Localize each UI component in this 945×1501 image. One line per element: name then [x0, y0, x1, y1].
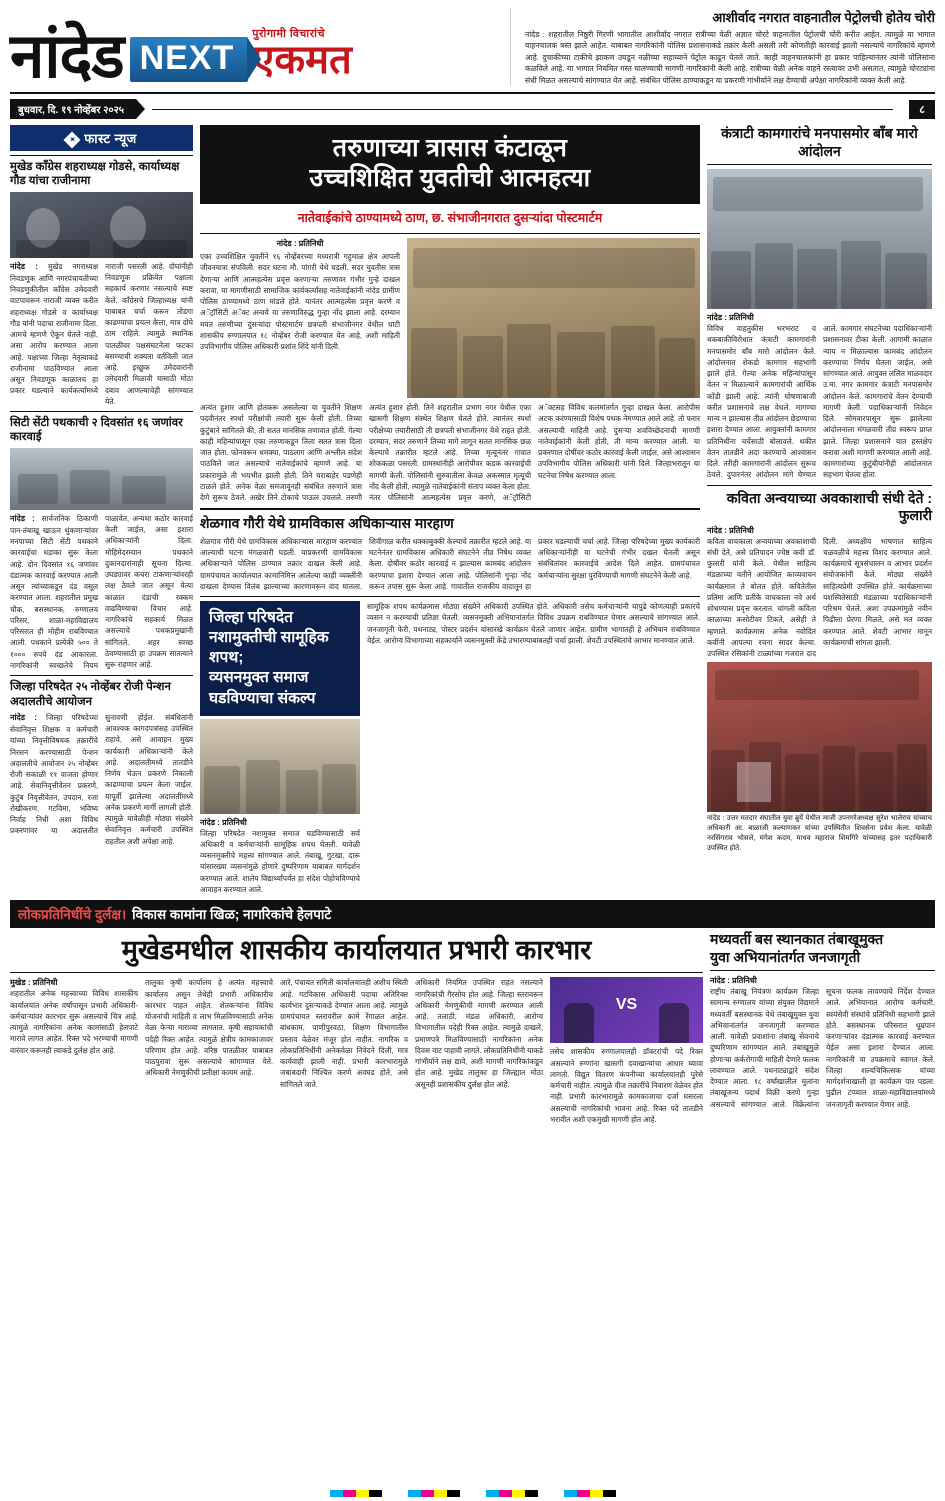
vs-label: VS [615, 995, 638, 1013]
divider [10, 675, 193, 676]
bottom-col-5 [550, 977, 703, 1125]
bottom-banner-headline: मुखेडमधील शासकीय कार्यालयात प्रभारी कारभार [121, 935, 592, 966]
ribbon-red-text: लोकप्रतिनिधींचे दुर्लक्ष। [18, 907, 127, 923]
lead-story-body-1: अत्यंत हुशार आणि होतकरू असलेल्या या युवतीने शिक्षण पदवीनंतर स्पर्धा परीक्षांची तयारी सुरू केली होती. तिच्या कुटुंबाने सांगितले की, ती सतत मानसिक तणावात होती. गेल्या काही महिन्यांपासून एका तरुणाकडून तिला सतत त्रास दिला जात होता. फोनवरून धमक्या, पाठलाग आणि अश्लील संदेश पाठविले जात असल्याचे नातेवाईकांचे म्हणणे आहे. या प्रकारामुळे ती भयभीत झाली होती. तिने घराबाहेर पडणेही टाळले होते. अनेक वेळा समजावूनही संबंधित तरुणाने त्रास देणे सुरूच ठेवले. अखेर तिने टोकाचे पाऊल उचलले. [200, 403, 362, 502]
fast-news-label: फास्ट न्यूज [84, 131, 137, 146]
left-story-1-photo [10, 192, 193, 258]
divider [200, 596, 700, 597]
logo-next-badge: NEXT [130, 37, 249, 82]
divider [10, 411, 193, 412]
right-column [707, 125, 932, 895]
left-story-1-body [10, 261, 193, 407]
masthead [10, 8, 935, 94]
lead-story-top [200, 238, 700, 398]
ribbon-white-text: विकास कामांना खिळ; नागरिकांचे हेलपाटे [132, 907, 332, 923]
right-story-headline-text: कंत्राटी कामगारांचे मनपासमोर बॉंब मारो आंदोलन [721, 125, 918, 159]
right-story-headline [707, 125, 932, 160]
bottom-right-headline [710, 931, 935, 966]
color-group [330, 1490, 382, 1497]
divider [710, 970, 935, 971]
zp-headline [200, 601, 360, 716]
left-column [10, 125, 193, 895]
masthead-story-body: नांदेड : शहरातील निष्ठुरी गिरणी भागातील आशीर्वाद नगरात रात्रीच्या वेळी अज्ञात चोरटे वाहनातील पेट्रोलची चोरी करीत आहेत. त्यामुळे या भागात वाहनचालक त्रस्त झाले आहेत. याबाबत नागरिकांनी पोलिस प्रशासनाकडे तक्रार केली असली तरी कोणतीही कारवाई झाली नसल्याचे नागरिकांचे म्हणणे आहे. दुचाकीच्या टाकीचे झाकण उघडून नळीच्या सहाय्याने पेट्रोल काढून घेतले जाते. काही वाहनचालकांनी हा प्रकार पाहिल्यानंतर त्यांनी पोलिसांना कळविले आहे. या भागात नियमित गस्त घालण्याची मागणी नागरिकांनी केली आहे. रात्रीच्या वेळी अनेक वाहने रस्त्यावर उभी असतात, त्यामुळे चोरट्यांना संधी मिळत असल्याचे सांगण्यात येत आहे. संबंधित पोलिस ठाण्याकडून या प्रकरणी गांभीर्याने लक्ष देण्याची अपेक्षा नागरिकांनी व्यक्त केली आहे. [525, 30, 935, 85]
publication-date: बुधवार, दि. १९ नोव्हेंबर २०२५ [10, 99, 136, 119]
diamond-icon: ✦ [64, 132, 81, 149]
lead-headline-line-2: उच्चशिक्षित युवतीची आत्महत्या [309, 163, 591, 192]
bottom-text-5: तसेच शासकीय रुग्णालयातही डॉक्टरांची पदे रिक्त असल्याने रुग्णांना खासगी दवाखान्यांचा आधार घ्यावा लागतो. विद्युत वितरण कंपनीच्या कार्यालयातही पुरेसे कर्मचारी नाहीत. त्यामुळे वीज तक्रारींचे निवारण वेळेवर होत नाही. प्रभारी कारभारामुळे कामकाजाचा दर्जा घसरला असल्याची नागरिकांची भावना आहे. रिक्त पदे तातडीने भरावीत अशी एकमुखी मागणी होत आहे. [550, 1047, 703, 1124]
bottom-col-2 [145, 977, 273, 1125]
masthead-story-headline: आशीर्वाद नगरात वाहनातील पेट्रोलची होतेय चोरी [712, 10, 935, 25]
fast-news-tab [10, 125, 193, 151]
ekmat-tagline: पुरोगामी विचारांचे [252, 27, 326, 40]
podium-shape [737, 762, 771, 802]
left-story-3-body [10, 712, 193, 847]
page-grid [10, 125, 935, 895]
date-bar [10, 99, 935, 119]
bottom-right [710, 931, 935, 1125]
color-registration-bar [0, 1490, 945, 1497]
right-story-body-3: आयुक्त ललित माळवदार उ.मा. नगर कामगार कंत्राटी मनपासमोर आंदोलन केले. कामगारांचे वेतन देण्याची मागणी केली. पदाधिकाऱ्यांनी निवेदन दिले. सोमवारपासून सुरू झालेल्या आंदोलनाला मंगळवारी तीव्र स्वरूप प्राप्त झाले. जिल्हा प्रशासनाने यात हस्तक्षेप करावा अशी मागणी करण्यात आली आहे. कामगारांच्या कुटुंबीयांनीही आंदोलनात सहभाग घेतला होता. [823, 369, 932, 480]
figure-left [564, 1003, 594, 1043]
left-story-1-text: मुखेड नगराध्यक्ष निवडणूक आणि नगरपंचायतीच्या निवडणुकीतील काँग्रेस उमेदवारी वाटपावरून नाराजी व्यक्त करीत शहराध्यक्ष गोडसे व कार्याध्यक्ष गौड यांनी पदाचा राजीनामा दिला. आमचे म्हणणे ऐकून घेतले नाही, असा आरोप करण्यात आला आहे. पक्षाच्या जिल्हा नेतृत्वाकडे राजीनामा पाठविण्यात आला असून निवडणूक काळातच हा प्रकार घडल्याने कार्यकर्त्यांमध्ये नाराजी पसरली आहे. दोघांनीही निवडणूक प्रक्रियेत पक्षाला सहकार्य करणार नसल्याचे स्पष्ट केले. काँग्रेसचे जिल्हाध्यक्ष यांनी याबाबत चर्चा करून तोडगा काढण्याचा प्रयत्न केला, मात्र दोघे ठाम राहिले. त्यामुळे स्थानिक पातळीवर पक्षसंघटनेला फटका बसण्याची शक्यता वर्तविली जात आहे. इच्छुक उमेदवारांनी उमेदवारी मिळावी यासाठी मोठा दबाव आणल्याचेही सांगण्यात येते. [10, 261, 193, 406]
right-story-body-2: आयुक्तांनी कामगार प्रतिनिधींना चर्चेसाठी बोलावले. थकीत वेतन तातडीने अदा करण्याचे आश्वासन दिले. तरीही कामगारांनी आंदोलन सुरूच ठेवले. दुपारनंतर आंदोलन मागे घेण्यात आले. कामगार संघटनेच्या पदाधिकाऱ्यांनी प्रशासनावर टीका केली. आगामी काळात न्याय न मिळाल्यास कामबंद आंदोलन करण्याचा निर्णय घेतला जाईल, असे सांगण्यात आले. [707, 324, 932, 480]
divider [10, 155, 193, 156]
bottom-byline: मुखेड : प्रतिनिधी [10, 978, 58, 988]
masthead-top-story [510, 8, 935, 86]
versus-illustration [550, 977, 703, 1043]
center-column [200, 125, 700, 895]
logo-title: नांदेड [10, 23, 124, 91]
bottom-right-body: राष्ट्रीय तंबाखू नियंत्रण कार्यक्रम जिल्हा सामान्य रुग्णालय यांच्या संयुक्त विद्यमाने मध्यवर्ती बसस्थानक येथे तंबाखूमुक्त युवा अभियानांतर्गत जनजागृती करण्यात आली. यावेळी प्रवाशांना तंबाखू सेवनाचे दुष्परिणाम सांगण्यात आले. तंबाखूमुळे होणाऱ्या कर्करोगाची माहिती देणारे फलक लावण्यात आले. पथनाट्याद्वारे संदेश देण्यात आला. १८ वर्षांखालील मुलांना तंबाखूजन्य पदार्थ विक्री करणे गुन्हा असल्याचे सांगण्यात आले. विक्रेत्यांना सूचना फलक लावण्याचे निर्देश देण्यात आले. अभियानात आरोग्य कर्मचारी, स्वयंसेवी संस्थांचे प्रतिनिधी सहभागी झाले होते. बसस्थानक परिसरात धूम्रपान करणाऱ्यांवर दंडात्मक कारवाई करण्यात येईल असा इशारा देण्यात आला. नागरिकांनी या उपक्रमाचे स्वागत केले. जिल्हा शल्यचिकित्सक यांच्या मार्गदर्शनाखाली हा कार्यक्रम पार पडला. पुढील टप्प्यात शाळा-महाविद्यालयांमध्ये जनजागृती करण्यात येणार आहे. [710, 987, 935, 1109]
lead-story-body-3: नंतर पोलिसांनी आत्महत्येस प्रवृत्त करणे, अॅट्रॉसिटी अॅक्टसह विविध कलमांतर्गत गुन्हा दाखल केला. आरोपीस अटक करण्यासाठी विशेष पथक नेमण्यात आले आहे. तो फरार असल्याची माहिती आहे. दुसऱ्या शवविच्छेदनाची मागणी नातेवाईकांनी केली होती, ती मान्य करण्यात आली. या प्रकरणात दोषींवर कठोर कारवाई केली जाईल, असे आश्वासन उपविभागीय पोलिस अधिकारी यांनी दिले. जिल्हाभरातून या घटनेचा निषेध करण्यात आला. [369, 403, 700, 502]
zp-left [200, 601, 360, 895]
left-story-1-headline: मुखेड काँग्रेस शहराध्यक्ष गोडसे, कार्याध्यक्ष गौड यांचा राजीनामा [10, 161, 180, 188]
lead-story-photo-wrap [407, 238, 700, 398]
bottom-col-1 [10, 977, 138, 1125]
mid-story-b-body: कविता वाचकाला अन्वयाच्या अवकाशाची संधी देते, असे प्रतिपादन ज्येष्ठ कवी डॉ. फुलारी यांनी केले. येथील साहित्य मंडळाच्या वतीने आयोजित काव्यवाचन कार्यक्रमात ते बोलत होते. कवितेतील प्रतिमा आणि प्रतीके वाचकाला नवे अर्थ शोधण्यास प्रवृत्त करतात. चांगली कविता काळाच्या कसोटीवर टिकते, असेही ते म्हणाले. कार्यक्रमास अनेक नवोदित कवींनी आपल्या रचना सादर केल्या. उपस्थित रसिकांनी टाळ्यांच्या गजरात दाद दिली. अध्यक्षीय भाषणात साहित्य चळवळीचे महत्त्व विशद करण्यात आले. कार्यक्रमाचे सूत्रसंचालन व आभार प्रदर्शन संयोजकांनी केले. मोठ्या संख्येने साहित्यप्रेमी उपस्थित होते. कार्यक्रमाच्या यशस्वितेसाठी मंडळाच्या पदाधिकाऱ्यांनी परिश्रम घेतले. अशा उपक्रमांमुळे नवीन पिढीला प्रेरणा मिळते, असे मत व्यक्त करण्यात आले. शेवटी आभार मानून कार्यक्रमाची सांगता झाली. [707, 536, 932, 658]
right-story-body [707, 323, 932, 481]
mid-story-a-body: शेळगाव गौरी येथे ग्रामविकास अधिकाऱ्यास मारहाण करण्यात आल्याची घटना मंगळवारी घडली. याप्रकरणी ग्रामविकास अधिकाऱ्याने पोलिस ठाण्यात तक्रार दाखल केली आहे. ग्रामपंचायत कार्यालयात कामानिमित्त आलेल्या काही व्यक्तींनी दाखला देण्यास विलंब झाल्याच्या कारणावरून वाद घातला. शिवीगाळ करीत धक्काबुक्की केल्याचे तक्रारीत म्हटले आहे. या घटनेनंतर ग्रामविकास अधिकारी संघटनेने तीव्र निषेध व्यक्त केला. दोषींवर कठोर कारवाई न झाल्यास कामबंद आंदोलन करण्याचा इशारा देण्यात आला आहे. पोलिसांनी गुन्हा नोंद करून तपास सुरू केला आहे. गावातील राजकीय वादातून हा प्रकार घडल्याची चर्चा आहे. जिल्हा परिषदेच्या मुख्य कार्यकारी अधिकाऱ्यांनीही या घटनेची गंभीर दखल घेतली असून संबंधितांवर कारवाईचे आदेश दिले आहेत. ग्रामपंचायत कर्मचाऱ्यांना सुरक्षा पुरविण्याची मागणी संघटनेने केली आहे. [200, 536, 700, 591]
zp-right [367, 601, 700, 895]
left-story-2-text: सार्वजनिक ठिकाणी पान-तंबाखू खाऊन थुंकणाऱ्यांवर मनपाच्या सिटी सेंटी पथकाने कारवाईचा धडाका सुरू केला आहे. दोन दिवसांत १६ जणांवर दंडात्मक कारवाई करण्यात आली असून त्यांच्याकडून दंड वसूल करण्यात आला. शहरातील प्रमुख चौक, बसस्थानक, रुग्णालय परिसर, शाळा-महाविद्यालय परिसरात ही मोहीम राबविण्यात आली. पथकाने प्रत्येकी ५०० ते १००० रुपये दंड आकारला. नागरिकांनी स्वच्छतेचे नियम पाळावेत, अन्यथा कठोर कारवाई केली जाईल, असा इशारा अधिकाऱ्यांनी दिला. मोहिमेदरम्यान पथकाने दुकानदारांनाही सूचना दिल्या. उघड्यावर कचरा टाकणाऱ्यांवरही लक्ष ठेवले जात असून येत्या काळात दंडाची रक्कम वाढविण्याचा विचार आहे. नागरिकांचे सहकार्य मिळत असल्याचे पथकप्रमुखांनी सांगितले. शहर स्वच्छ ठेवण्यासाठी हा उपक्रम सातत्याने सुरू राहणार आहे. [10, 513, 193, 670]
zp-headline-line-1: जिल्हा परिषदेत नशामुक्तीची सामूहिक शपथ; [209, 609, 329, 667]
bottom-text-4: अधिकारी नियमित उपस्थित राहत नसल्याने नागरिकांची गैरसोय होत आहे. जिल्हा स्तरावरून अधिकारी नेमणुकीची मागणी करण्यात आली आहे. तलाठी, मंडळ अधिकारी, आरोग्य विभागातील पदेही रिक्त आहेत. त्यामुळे दाखले, प्रमाणपत्रे मिळविण्यासाठी नागरिकांना अनेक दिवस वाट पाहावी लागते. लोकप्रतिनिधींनी याकडे गांभीर्याने लक्ष द्यावे, अशी मागणी नागरिकांकडून होत आहे. मुखेड तालुका हा जिल्ह्यात मोठा असूनही प्रशासकीय दुर्लक्ष होत आहे. [415, 978, 543, 1089]
left-story-1-byline: नांदेड : [10, 261, 38, 271]
right-story-body-1: विविध वाहतुकीस भरभराट व थकबाकीविरोधात कंत्राटी कामगारांनी मनपासमोर बॉंब मारो आंदोलन केले. आंदोलनात शेकडो कामगार सहभागी झाले होते. गेल्या अनेक महिन्यांपासून वेतन न मिळाल्याने कामगारांची आर्थिक कोंडी झाली आहे. त्यांनी घोषणाबाजी करीत प्रशासनाचे लक्ष वेधले. मागण्या मान्य न झाल्यास तीव्र आंदोलन छेडण्याचा इशारा देण्यात आला. [707, 324, 816, 435]
zp-headline-line-2: व्यसनमुक्त समाज घडविण्याचा संकल्प [209, 669, 316, 707]
masthead-logo [10, 8, 510, 91]
color-group [564, 1490, 616, 1497]
zp-body-2: सामूहिक शपथ कार्यक्रमास मोठ्या संख्येने अधिकारी उपस्थित होते. अधिकारी तसेच कर्मचाऱ्यांनी यापुढे कोणत्याही प्रकारचे व्यसन न करण्याची प्रतिज्ञा घेतली. व्यसनमुक्ती अभियानांतर्गत विविध उपक्रम राबविण्यात येणार असल्याचे सांगण्यात आले. जनजागृती फेरी, पथनाट्य, पोस्टर प्रदर्शन यांसारखे कार्यक्रम घेतले जाणार आहेत. ग्रामीण भागातही हे अभियान राबविण्यात येईल. आरोग्य विभागाच्या सहकार्याने व्यसनमुक्ती केंद्रे उभारण्याबाबतही चर्चा झाली. शेवटी उपस्थितांचे आभार मानण्यात आले. [367, 602, 700, 645]
right-story-byline: नांदेड : प्रतिनिधी [707, 313, 754, 322]
bottom-text-3: आरे, पंचायत समिती कार्यालयातही अशीच स्थिती आहे. गटविकास अधिकारी पदाचा अतिरिक्त कार्यभार दुसऱ्याकडे देण्यात आला आहे. त्यामुळे ग्रामपंचायत स्तरावरील कामे रेंगाळत आहेत. बांधकाम, पाणीपुरवठा, शिक्षण विभागातील प्रस्ताव वेळेवर मंजूर होत नाहीत. नागरिक व लोकप्रतिनिधींनी अनेकवेळा निवेदने दिली, मात्र कार्यवाही झाली नाही. प्रभारी कारभारामुळे जबाबदारी निश्चित करणे अवघड होते, असे सांगितले जाते. [280, 978, 408, 1089]
left-story-2-byline: नांदेड : [10, 513, 35, 523]
ekmat-title: एकमत [252, 36, 352, 82]
bottom-text-2: तालुका कृषी कार्यालय हे अत्यंत महत्त्वाचे कार्यालय असून तेथेही प्रभारी अधिकारीच कारभार पाहत आहेत. शेतकऱ्यांना विविध योजनांची माहिती व लाभ मिळविण्यासाठी अनेक वेळा फेऱ्या माराव्या लागतात. कृषी सहायकांची पदेही रिक्त आहेत. त्यामुळे क्षेत्रीय कामकाजावर परिणाम होत आहे. वरिष्ठ पातळीवर याबाबत पाठपुरावा सुरू असल्याचे सांगण्यात येते. अधिकारी नेमणुकीची प्रतीक्षा कायम आहे. [145, 978, 273, 1078]
left-story-3-headline: जिल्हा परिषदेत २५ नोव्हेंबर रोजी पेन्शन अदालतीचे आयोजन [10, 681, 171, 708]
zp-photo [200, 719, 360, 814]
figure-right [659, 1003, 689, 1043]
page-number: ८ [909, 100, 935, 119]
mid-story-a-headline: शेळगाव गौरी येथे ग्रामविकास अधिकाऱ्यास मारहाण [200, 515, 454, 532]
divider [10, 972, 703, 973]
zp-byline: नांदेड : प्रतिनिधी [200, 817, 247, 827]
bottom-col-3 [280, 977, 408, 1125]
bottom-right-byline: नांदेड : प्रतिनिधी [710, 976, 757, 986]
bottom-text-1: शहरातील अनेक महत्त्वाच्या विविध शासकीय कार्यालयांत अनेक वर्षांपासून प्रभारी अधिकारी-कर्मचाऱ्यांवर कारभार सुरू असल्याचे चित्र आहे. त्यामुळे नागरिकांना अनेक कामांसाठी हेलपाटे मारावे लागत आहेत. रिक्त पदे भरण्याची मागणी वारंवार करूनही त्याकडे दुर्लक्ष होत आहे. [10, 989, 138, 1055]
lead-subheadline: नातेवाईकांचे ठाण्यामध्ये ठाण, छ. संभाजीनगरात दुसऱ्यांदा पोस्टमार्टम [297, 211, 603, 225]
bottom-right-headline-line-2: युवा अभियानांतर्गत जनजागृती [710, 948, 861, 965]
divider [707, 485, 932, 486]
divider [200, 508, 700, 510]
divider [707, 164, 932, 165]
color-group [408, 1490, 460, 1497]
bottom-col-4 [415, 977, 543, 1125]
left-story-2-photo [10, 448, 193, 510]
left-story-2-headline: सिटी सेंटी पथकाची २ दिवसांत १६ जणांवर कारवाई [10, 417, 183, 444]
left-story-2-body [10, 513, 193, 671]
lead-story-byline: नांदेड : प्रतिनिधी [276, 239, 324, 248]
lead-story-photo [407, 238, 700, 398]
section-ribbon [10, 900, 935, 928]
ekmat-logo [252, 26, 352, 82]
lead-headline-line-1: तरुणाच्या त्रासास कंटाळून [332, 134, 568, 162]
bottom-columns [10, 977, 703, 1125]
lead-story-body-2: तरुणी अत्यंत हुशार होती. तिने शहरातील प्रभाग नगर येथील एका खासगी शिक्षण संस्थेत शिक्षण घेतले होते. त्यानंतर स्पर्धा परीक्षेच्या तयारीसाठी ती छत्रपती संभाजीनगर येथे राहत होती. दरम्यान, सदर तरुणाने तिच्या मागे लागून सतत मानसिक छळ केल्याचे तक्रारीत म्हटले आहे. तिच्या मृत्यूनंतर गावात शोककळा पसरली. ग्रामस्थांनीही आरोपीवर कडक कारवाईची मागणी केली. पोलिसांनी सुरुवातीला केवळ अकस्मात मृत्यूची नोंद केली होती, त्यामुळे नातेवाईकांनी संताप व्यक्त केला होता. [346, 403, 531, 502]
lead-story-lead-col [200, 238, 400, 398]
lead-story-lead: एका उच्चशिक्षित युवतीने १६ नोव्हेंबरच्या मध्यरात्री गहुमाळ क्षेत्र आपली जीवनयात्रा संपविली. सदर घटना मौ. पांगरी येथे घडली. सदर युवतीस त्रास देणाऱ्या आणि आत्महत्येस प्रवृत्त करणाऱ्या तरुणावर गंभीर गुन्हे दाखल करावा, या मागणीसाठी सामाजिक कार्यकर्त्यांसह नातेवाईकांनी नांदेड ग्रामीण पोलिस ठाण्यामध्ये ठाण मांडले होते. यानंतर आत्महत्येस प्रवृत्त करणे व अॅट्रॉसिटी अॅक्ट अन्वये या तरुणाविरुद्ध गुन्हा नोंद झाला आहे. दरम्यान मयत तरुणीच्या दुसऱ्यांदा पोस्टमार्टम छत्रपती संभाजीनगर येथील घाटी शासकीय रुग्णालयात १८ नोव्हेंबर रोजी करण्यात येत आहे, अशी माहिती उपविभागीय पोलिस अधिकारी प्रशांत शिंदे यांनी दिली. [200, 252, 400, 351]
shivsena-entry-photo [707, 662, 932, 812]
lead-story-headline [200, 125, 700, 204]
date-bar-rule [152, 109, 893, 110]
color-group [486, 1490, 538, 1497]
mid-story-b-headline: कविता अन्वयाच्या अवकाशाची संधी देते : फुलारी [726, 489, 932, 523]
zp-body-1: जिल्हा परिषदेत नशामुक्त समाज घडविण्यासाठी सर्व अधिकारी व कर्मचाऱ्यांनी सामूहिक शपथ घेतली. यावेळी व्यसनमुक्तीचे महत्त्व सांगण्यात आले. तंबाखू, गुटखा, दारू यांसारख्या व्यसनांमुळे होणारे दुष्परिणाम याबाबत मार्गदर्शन करण्यात आले. शालेय विद्यार्थ्यांपर्यंत हा संदेश पोहोचविण्याचे आवाहन करण्यात आले. [200, 828, 360, 894]
shivsena-entry-caption: नांदेड : उत्तर मतदार संघातील युवा ब्रुर्ये येथील माजी उपनगरेअध्यक्ष सुरेश भालेराव यांच्याच अधिकारी आ. बाळाजी कल्याणकर यांच्या उपस्थितीत शिवसेना प्रवेश केला. यावेळी नरसिंगराव भोसले, मंगेश कदम, माधव महाराज शिमगिरे यांच्यासह इतर पदाधिकारी उपस्थित होते. [707, 815, 932, 852]
bottom-right-headline-line-1: मध्यवर्ती बस स्थानकात तंबाखूमुक्त [710, 931, 884, 948]
left-story-3-text: जिल्हा परिषदेच्या सेवानिवृत्त शिक्षक व कर्मचारी यांच्या निवृत्तीविषयक तक्रारींचे निरसन करण्यासाठी पेन्शन अदालतीचे आयोजन २५ नोव्हेंबर रोजी सकाळी ११ वाजता होणार आहे. सेवानिवृत्तीवेतन प्रकरणे, कुटुंब निवृत्तीवेतन, उपदान, रजा रोखीकरण, गटविमा, भविष्य निर्वाह निधी अशा विविध प्रकरणांवर या अदालतीत सुनावणी होईल. संबंधितांनी आवश्यक कागदपत्रांसह उपस्थित राहावे, असे आवाहन मुख्य कार्यकारी अधिकाऱ्यांनी केले आहे. अदालतीमध्ये तातडीने निर्णय घेऊन प्रकरणे निकाली काढण्याचा प्रयत्न केला जाईल. यापूर्वी झालेल्या अदालतींमध्ये अनेक प्रकरणे मार्गी लागली होती. त्यामुळे यावेळीही मोठ्या संख्येने सेवानिवृत्त कर्मचारी उपस्थित राहतील अशी अपेक्षा आहे. [10, 712, 193, 846]
lead-story-body [200, 402, 700, 503]
right-story-photo [707, 169, 932, 309]
mid-story-b-byline: नांदेड : प्रतिनिधी [707, 525, 754, 535]
bottom-section [10, 931, 935, 1125]
zp-story [200, 601, 700, 895]
left-story-3-byline: नांदेड : [10, 712, 37, 722]
bottom-main [10, 931, 703, 1125]
divider [200, 233, 700, 234]
